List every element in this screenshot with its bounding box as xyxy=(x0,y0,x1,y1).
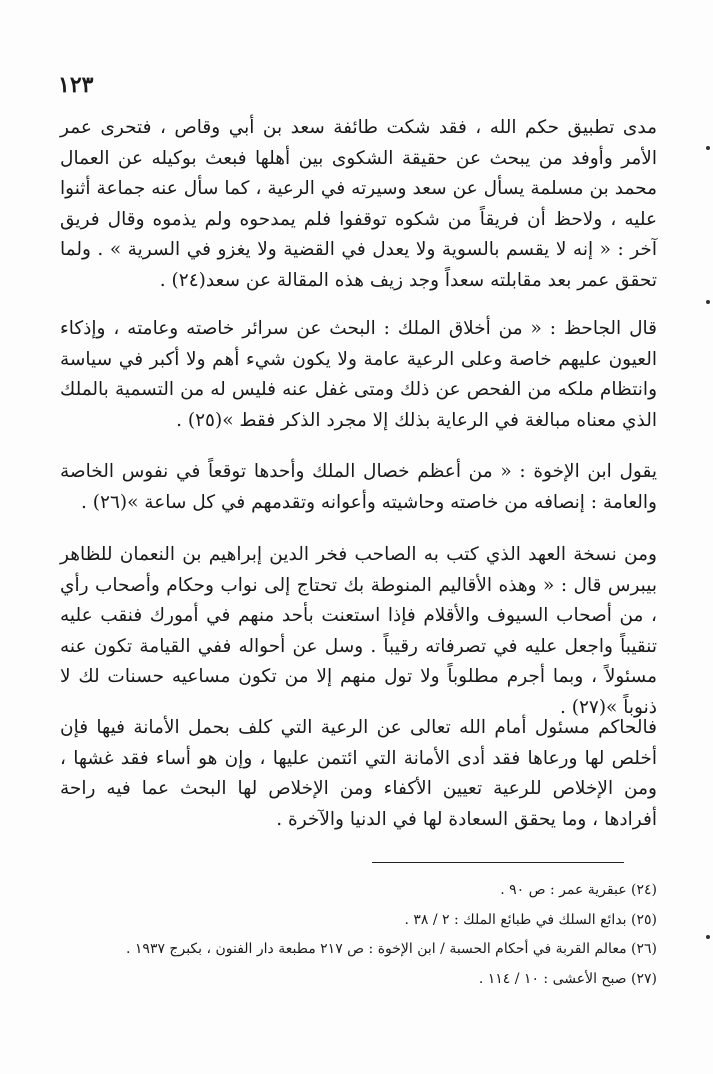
paragraph-text: فالحاكم مسئول أمام الله تعالى عن الرعية التي كلف بحمل الأمانة فيها فإن أخلص لها ورعاها فقد أدى الأمانة التي ائتمن عليها ، وإن هو أساء فقد غشها ، ومن الإخلاص للرعية تعيين الأكفاء ومن الإخلاص لها البحث عما فيه راحة أفرادها ، وما يحقق السعادة لها في الدنيا والآخرة . xyxy=(60,717,657,830)
paragraph-3 xyxy=(60,457,657,518)
paragraph-1 xyxy=(60,113,657,296)
footnotes xyxy=(60,876,657,994)
paragraph-5 xyxy=(60,713,657,835)
scan-speck xyxy=(706,935,710,939)
scan-speck xyxy=(706,300,710,304)
scan-speck xyxy=(706,146,710,150)
footnote-24: (٢٤) عبقرية عمر : ص ٩٠ . xyxy=(500,882,657,898)
paragraph-text: يقول ابن الإخوة : « من أعظم خصال الملك وأحدها توقعاً في نفوس الخاصة والعامة : إنصافه من خاصته وحاشيته وأعوانه وتقدمهم في كل ساعة »(٢٦) . xyxy=(60,461,657,513)
paragraph-text: قال الجاحظ : « من أخلاق الملك : البحث عن سرائر خاصته وعامته ، وإذكاء العيون عليهم خاصة وعلى الرعية عامة ولا يكون شيء أهم ولا أكبر في سياسة وانتظام ملكه من الفحص عن ذلك ومتى غفل عنه فليس له من التسمية بالملك الذي معناه مبالغة في الرعاية بذلك إلا مجرد الذكر فقط »(٢٥) . xyxy=(60,318,657,431)
footnote-25: (٢٥) بدائع السلك في طبائع الملك : ٢ / ٣٨ . xyxy=(404,911,657,928)
footnote-26: (٢٦) معالم القربة في أحكام الحسبة / ابن الإخوة : ص ٢١٧ مطبعة دار الفنون ، بكبرج ١٩٣٧ . xyxy=(126,941,657,957)
paragraph-2 xyxy=(60,314,657,436)
footnote-separator xyxy=(372,862,624,863)
paragraph-4 xyxy=(60,540,657,723)
paragraph-text: مدى تطبيق حكم الله ، فقد شكت طائفة سعد بن أبي وقاص ، فتحرى عمر الأمر وأوفد من يبحث عن حقيقة الشكوى بين أهلها فبعث بوكيله عن العمال محمد بن مسلمة يسأل عن سعد وسيرته في الرعية ، كما سأل عنه جماعة أثنوا عليه ، ولاحظ أن فريقاً من شكوه توقفوا فلم يمدحوه ولم يذموه وقال فريق آخر : « إنه لا يقسم بالسوية ولا يعدل في القضية ولا يغزو في السرية » . ولما تحقق عمر بعد مقابلته سعداً وجد زيف هذه المقالة عن سعد(٢٤) . xyxy=(60,117,657,291)
paragraph-text: ومن نسخة العهد الذي كتب به الصاحب فخر الدين إبراهيم بن النعمان للظاهر بيبرس قال : « وهذه الأقاليم المنوطة بك تحتاج إلى نواب وحكام وأصحاب رأي ، من أصحاب السيوف والأقلام فإذا استعنت بأحد منهم في أمورك فنقب عليه تنقيباً واجعل عليه في تصرفاته رقيباً . وسل عن أحواله ففي القيامة تكون عنه مسئولاً ، وبما أجرم مطلوباً ولا تول منهم إلا من تكون مساعيه حسنات لك لا ذنوباً »(٢٧) . xyxy=(60,544,657,718)
page-number: ١٢٣ xyxy=(58,72,94,98)
footnote-27: (٢٧) صبح الأعشى : ١٠ / ١١٤ . xyxy=(478,970,657,987)
